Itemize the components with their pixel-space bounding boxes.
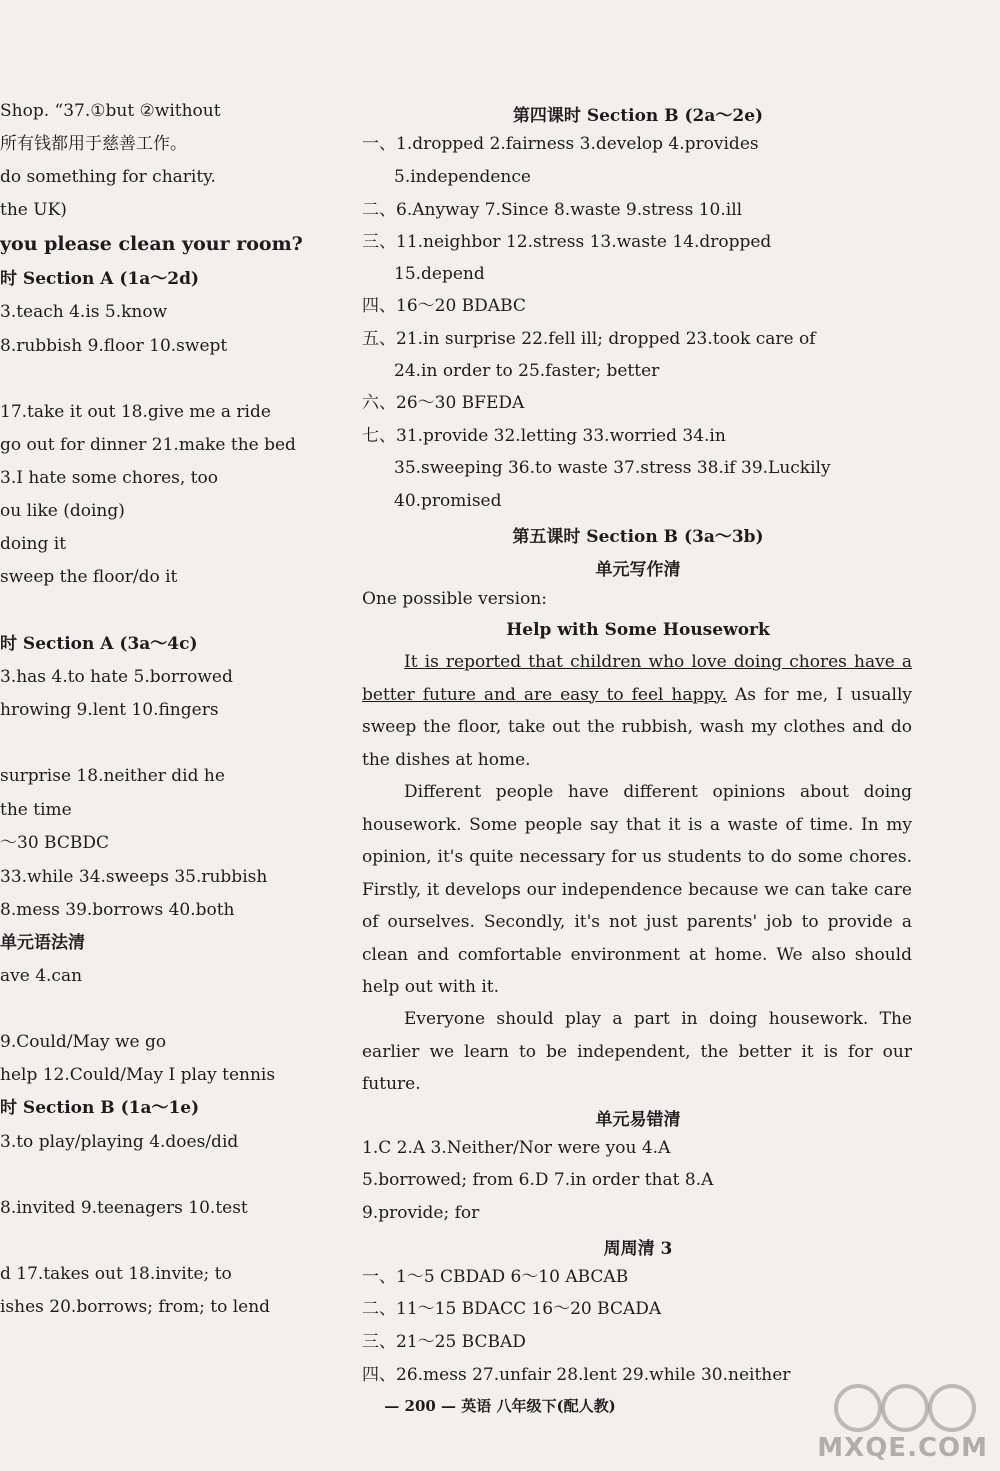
left-line: hrowing 9.lent 10.fingers (0, 700, 219, 720)
left-line: the time (0, 800, 72, 820)
left-line: doing it (0, 534, 67, 554)
answer-line: 三、21～25 BCBAD (362, 1332, 526, 1352)
left-line: 8.rubbish 9.floor 10.swept (0, 336, 228, 356)
left-line: go out for dinner 21.make the bed (0, 435, 296, 455)
left-line: surprise 18.neither did he (0, 766, 225, 786)
answer-line: 5.borrowed; from 6.D 7.in order that 8.A (362, 1170, 714, 1190)
answer-line: 六、26～30 BFEDA (362, 393, 525, 413)
essay-paragraph-3: Everyone should play a part in doing housework. The earlier we learn to be independent, the better it is for our future. (362, 1009, 912, 1094)
answer-line: 二、11～15 BDACC 16～20 BCADA (362, 1299, 662, 1319)
left-line: ～30 BCBDC (0, 833, 109, 853)
left-line: do something for charity. (0, 167, 216, 187)
answer-line: 五、21.in surprise 22.fell ill; dropped 23.took care of (362, 329, 816, 349)
left-line: 8.invited 9.teenagers 10.test (0, 1198, 248, 1218)
left-section-heading: 时 Section A (1a～2d) (0, 269, 200, 289)
answer-line: 9.provide; for (362, 1203, 480, 1223)
version-label: One possible version: (362, 589, 547, 609)
left-column (0, 0, 340, 1471)
answer-line: 二、6.Anyway 7.Since 8.waste 9.stress 10.ill (362, 200, 743, 220)
left-line: sweep the floor/do it (0, 567, 178, 587)
left-line: 17.take it out 18.give me a ride (0, 402, 271, 422)
answer-line: 一、1.dropped 2.fairness 3.develop 4.provides (362, 134, 759, 154)
essay-paragraph-1 (362, 646, 912, 776)
left-section-heading: 时 Section B (1a～1e) (0, 1098, 200, 1118)
answer-line: 一、1～5 CBDAD 6～10 ABCAB (362, 1267, 629, 1287)
left-line: 3.teach 4.is 5.know (0, 302, 168, 322)
answer-line: 40.promised (394, 491, 502, 511)
answer-line: 24.in order to 25.faster; better (394, 361, 660, 381)
weekly-heading: 周周清 3 (603, 1239, 673, 1259)
essay-p1-rest: As for me, I usually sweep the floor, take out the rubbish, wash my clothes and do the dishes at home. (362, 684, 912, 770)
essay-title: Help with Some Housework (506, 620, 770, 640)
answer-line: 三、11.neighbor 12.stress 13.waste 14.dropped (362, 232, 772, 252)
answer-line: 四、26.mess 27.unfair 28.lent 29.while 30.neither (362, 1365, 791, 1385)
answer-line: 5.independence (394, 167, 531, 187)
mistakes-heading: 单元易错清 (595, 1110, 681, 1130)
essay-paragraph-2: Different people have different opinions about doing housework. Some people say that it is a waste of time. In my opinion, it's quite necessary for us students to do some chores. Firstly, it develops our independence because we can take care of ourselves. Secondly, it's not just parents' job to provide a clean and comfortable environment at home. We also should help out with it. (362, 782, 912, 997)
left-line: ave 4.can (0, 966, 83, 986)
left-section-heading: 时 Section A (3a～4c) (0, 634, 198, 654)
left-line: ou like (doing) (0, 501, 125, 521)
left-line: the UK) (0, 200, 67, 220)
watermark-logo-icon (830, 1381, 980, 1435)
right-column (362, 0, 922, 1471)
answer-line: 七、31.provide 32.letting 33.worried 34.in (362, 426, 726, 446)
lesson-heading: 第四课时 Section B (2a～2e) (512, 106, 764, 126)
answer-line: 1.C 2.A 3.Neither/Nor were you 4.A (362, 1138, 671, 1158)
answer-line: 15.depend (394, 264, 485, 284)
writing-heading: 单元写作清 (595, 560, 681, 580)
left-unit-title: you please clean your room? (0, 233, 303, 255)
left-line: Shop. “37.①but ②without (0, 101, 221, 121)
page-footer: — 200 — 英语 八年级下(配人教) (384, 1397, 616, 1415)
left-section-heading: 单元语法清 (0, 933, 85, 953)
lesson-heading: 第五课时 Section B (3a～3b) (512, 527, 764, 547)
left-line: 所有钱都用于慈善工作。 (0, 134, 187, 154)
left-line: d 17.takes out 18.invite; to (0, 1264, 232, 1284)
left-line: ishes 20.borrows; from; to lend (0, 1297, 271, 1317)
answer-line: 35.sweeping 36.to waste 37.stress 38.if 39.Luckily (394, 458, 831, 478)
left-line: 33.while 34.sweeps 35.rubbish (0, 867, 268, 887)
watermark-text: MXQE.COM (817, 1433, 988, 1463)
left-line: 9.Could/May we go (0, 1032, 167, 1052)
left-line: 3.I hate some chores, too (0, 468, 218, 488)
left-line: 3.to play/playing 4.does/did (0, 1132, 239, 1152)
left-line: 3.has 4.to hate 5.borrowed (0, 667, 233, 687)
essay-underlined-sentence: It is reported that children who love doing chores have a better future and are easy to feel happy. (362, 652, 912, 705)
left-line: help 12.Could/May I play tennis (0, 1065, 276, 1085)
left-line: 8.mess 39.borrows 40.both (0, 900, 235, 920)
answer-line: 四、16～20 BDABC (362, 296, 526, 316)
